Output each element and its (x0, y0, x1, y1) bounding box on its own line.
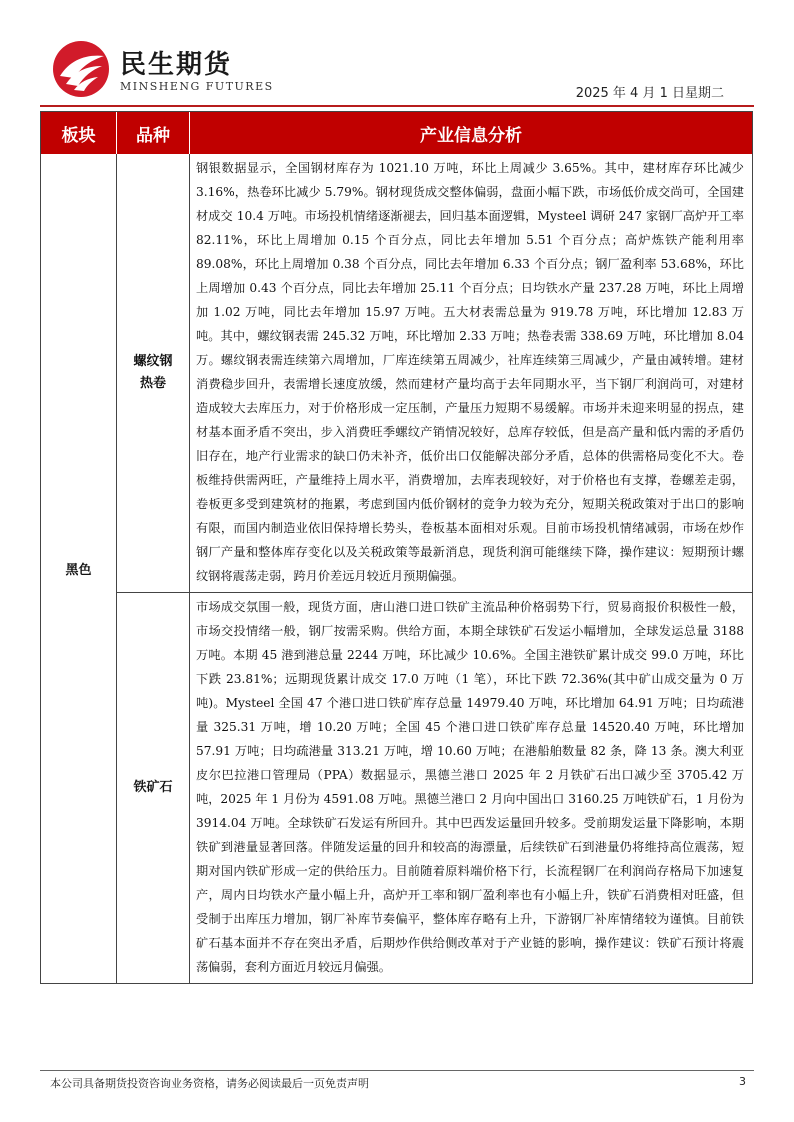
table-row (117, 593, 752, 983)
variety-label: 螺纹钢 热卷 (133, 354, 173, 391)
block-name-cell: 黑色 (41, 154, 117, 983)
brand-name-cn: 民生期货 (120, 50, 233, 80)
variety-label: 铁矿石 (133, 780, 173, 795)
page-number: 3 (739, 1075, 746, 1088)
variety-cell-steel (117, 154, 190, 592)
industry-analysis-table (40, 111, 753, 984)
header-analysis: 产业信息分析 (420, 125, 522, 146)
footer-divider (40, 1070, 754, 1071)
analysis-cell-steel: 钢银数据显示，全国钢材库存为 1021.10 万吨，环比上周减少 3.65%。其中，建材库存环比减少 3.16%，热卷环比减少 5.79%。钢材现货成交整体偏弱，盘面小幅下跌，市场低价成交尚可，全国建材成交 10.4 万吨。市场投机情绪逐渐褪去，回归基本面逻辑，Mysteel 调研 247 家钢厂高炉开工率 82.11%，环比上周增加 0.15 个百分点，同比去年增加 5.51 个百分点；高炉炼铁产能利用率 89.08%，环比上周增加 0.38 个百分点，同比去年增加 6.33 个百分点；钢厂盈利率 53.68%，环比上周增加 0.43 个百分点，同比去年增加 25.11 个百分点；日均铁水产量 237.28 万吨，环比上周增加 1.02 万吨，同比去年增加 15.97 万吨。五大材表需总量为 919.78 万吨，环比增加 12.83 万吨。其中，螺纹钢表需 245.32 万吨，环比增加 2.33 万吨；热卷表需 338.69 万吨，环比增加 8.04 万。螺纹钢表需连续第六周增加，厂库连续第五周减少，社库连续第三周减少，产量由减转增。建材消费稳步回升，表需增长速度放缓，然而建材产量均高于去年同期水平，当下钢厂利润尚可，对建材造成较大去库压力，对于价格形成一定压制，产量压力短期不易缓解。市场并未迎来明显的拐点，建材基本面矛盾不突出，步入消费旺季螺纹产销情况较好，总库存较低，但是高产量和低内需的矛盾仍旧存在，地产行业需求的缺口仍未补齐，低价出口仅能解决部分矛盾，总体的供需格局变化不大。卷板维持供需两旺，产量维持上周水平，消费增加，去库表现较好，对于价格也有支撑，卷螺差走弱，卷板更多受到建筑材的拖累，考虑到国内低价钢材的竞争力较为充分，短期关税政策对于出口的影响有限，而国内制造业依旧保持增长势头，卷板基本面相对乐观。目前市场投机情绪减弱，市场在炒作钢厂产量和整体库存变化以及关税政策等最新消息，现货利润可能继续下降，操作建议：短期预计螺纹钢将震荡走弱，跨月价差远月较近月预期偏强。 (196, 161, 744, 583)
table-header-row (41, 112, 752, 154)
footer-disclaimer: 本公司具备期货投资咨询业务资格，请务必阅读最后一页免责声明 (50, 1077, 369, 1090)
page-header (40, 28, 754, 110)
analysis-cell-iron-ore: 市场成交氛围一般，现货方面，唐山港口进口铁矿主流品种价格弱势下行，贸易商报价积极性一般，市场交投情绪一般，钢厂按需采购。供给方面，本期全球铁矿石发运小幅增加，全球发运总量 3188 万吨。本期 45 港到港总量 2244 万吨，环比减少 10.6%。全国主港铁矿累计成交 99.0 万吨，环比下跌 23.81%；远期现货累计成交 17.0 万吨（1 笔），环比下跌 72.36%(其中矿山成交量为 0 万吨)。Mysteel 全国 47 个港口进口铁矿库存总量 14979.40 万吨，环比增加 64.91 万吨；日均疏港量 325.31 万吨，增 10.20 万吨；全国 45 个港口进口铁矿库存总量 14520.40 万吨，环比增加 57.91 万吨；日均疏港量 313.21 万吨，增 10.60 万吨；在港船舶数量 82 条，降 13 条。澳大利亚皮尔巴拉港口管理局（PPA）数据显示，黑德兰港口 2025 年 2 月铁矿石出口减少至 3705.42 万吨，2025 年 1 月份为 4591.08 万吨。黑德兰港口 2 月向中国出口 3160.25 万吨铁矿石，1 月份为 3914.04 万吨。全球铁矿石发运有所回升。其中巴西发运量回升较多。受前期发运量下降影响，本期铁矿到港量显著回落。伴随发运量的回升和较高的海漂量，后续铁矿石到港量仍将维持高位震荡，短期对国内铁矿形成一定的供给压力。目前随着原料端价格下行，长流程钢厂在利润尚存格局下加速复产，周内日均铁水产量小幅上升，高炉开工率和钢厂盈利率也有小幅上升，铁矿石消费相对旺盛，但受制于出库压力增加，钢厂补库节奏偏平，整体库存略有上升，下游钢厂补库情绪较为谨慎。目前铁矿石基本面并不存在突出矛盾，后期炒作供给侧改革对于产业链的影响，操作建议：铁矿石预计将震荡偏弱，套利方面近月较远月偏强。 (196, 600, 744, 974)
header-block: 板块 (41, 112, 117, 154)
minsheng-futures-logo-icon (52, 40, 110, 98)
header-variety: 品种 (117, 112, 190, 154)
header-divider (40, 105, 754, 107)
variety-cell-iron-ore (117, 593, 190, 983)
table-body (41, 154, 752, 983)
variety-rows (117, 154, 752, 983)
table-row (117, 154, 752, 593)
report-date: 2025 年 4 月 1 日星期二 (575, 86, 724, 101)
brand-name-en: MINSHENG FUTURES (120, 80, 274, 93)
